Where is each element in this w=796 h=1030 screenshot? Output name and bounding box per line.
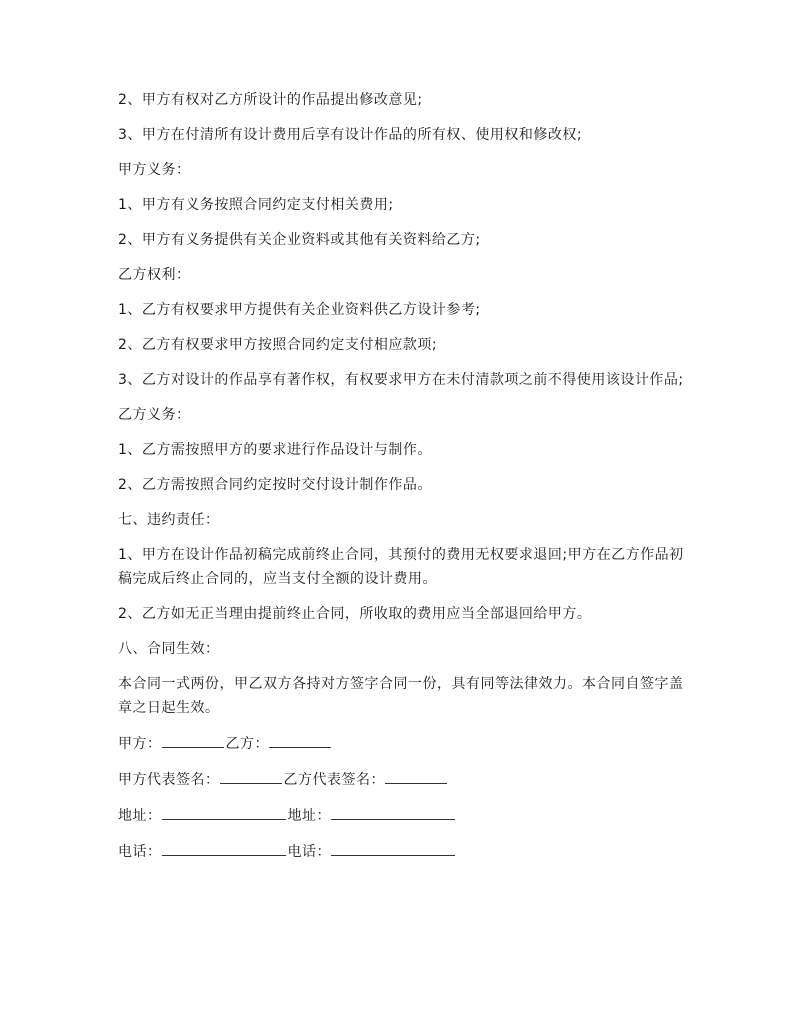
phone-a-blank[interactable] xyxy=(162,839,286,856)
clause-breach-2: 2、乙方如无正当理由提前终止合同，所收取的费用应当全部退回给甲方。 xyxy=(118,606,592,622)
phone-a-label: 电话： xyxy=(118,844,162,860)
signature-row-address xyxy=(118,803,688,828)
rep-b-blank[interactable] xyxy=(385,767,447,784)
address-b-blank[interactable] xyxy=(331,803,455,820)
clause-a-right-2: 2、甲方有权对乙方所设计的作品提出修改意见; xyxy=(118,92,423,108)
phone-b-label: 电话： xyxy=(287,844,331,860)
signature-row-representatives xyxy=(118,767,688,792)
heading-b-obligations: 乙方义务： xyxy=(118,407,191,423)
party-a-blank[interactable] xyxy=(162,731,224,748)
address-b-label: 地址： xyxy=(287,808,331,824)
clause-b-obligation-2: 2、乙方需按照合同约定按时交付设计制作作品。 xyxy=(118,477,432,493)
signature-row-phone xyxy=(118,839,688,864)
party-b-label: 乙方： xyxy=(225,736,269,752)
heading-contract-effect: 八、合同生效： xyxy=(118,641,220,657)
address-a-blank[interactable] xyxy=(162,803,286,820)
clause-b-right-3: 3、乙方对设计的作品享有著作权，有权要求甲方在未付清款项之前不得使用该设计作品; xyxy=(118,372,684,388)
heading-breach-liability: 七、违约责任： xyxy=(118,512,220,528)
phone-b-blank[interactable] xyxy=(331,839,455,856)
signature-row-parties xyxy=(118,731,688,756)
rep-b-label: 乙方代表签名： xyxy=(283,772,385,788)
clause-b-right-1: 1、乙方有权要求甲方提供有关企业资料供乙方设计参考; xyxy=(118,302,481,318)
clause-contract-effect: 本合同一式两份，甲乙双方各持对方签字合同一份，具有同等法律效力。本合同自签字盖章之日起生效。 xyxy=(118,676,684,716)
address-a-label: 地址： xyxy=(118,808,162,824)
party-b-blank[interactable] xyxy=(269,731,331,748)
rep-a-blank[interactable] xyxy=(220,767,282,784)
contract-body xyxy=(118,88,688,875)
heading-b-rights: 乙方权利： xyxy=(118,267,191,283)
heading-a-obligations: 甲方义务： xyxy=(118,162,191,178)
party-a-label: 甲方： xyxy=(118,736,162,752)
clause-a-obligation-1: 1、甲方有义务按照合同约定支付相关费用; xyxy=(118,197,394,213)
clause-b-right-2: 2、乙方有权要求甲方按照合同约定支付相应款项; xyxy=(118,337,438,353)
clause-breach-1: 1、甲方在设计作品初稿完成前终止合同，其预付的费用无权要求退回;甲方在乙方作品初稿完成后终止合同的，应当支付全额的设计费用。 xyxy=(118,547,684,587)
rep-a-label: 甲方代表签名： xyxy=(118,772,220,788)
clause-b-obligation-1: 1、乙方需按照甲方的要求进行作品设计与制作。 xyxy=(118,442,432,458)
clause-a-obligation-2: 2、甲方有义务提供有关企业资料或其他有关资料给乙方; xyxy=(118,232,481,248)
clause-a-right-3: 3、甲方在付清所有设计费用后享有设计作品的所有权、使用权和修改权; xyxy=(118,127,583,143)
